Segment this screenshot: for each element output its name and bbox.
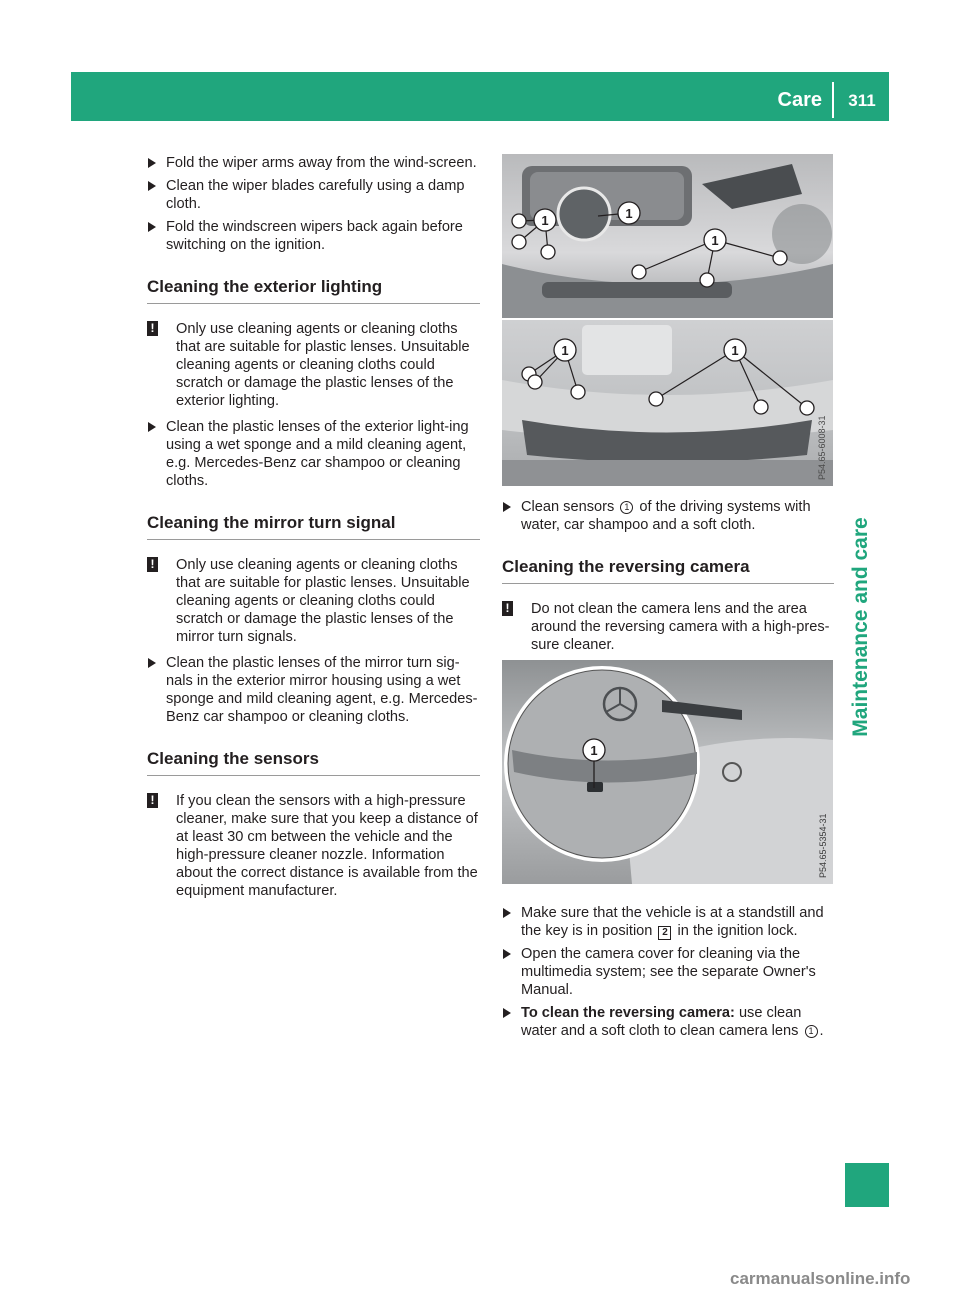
note-sensors-text: If you clean the sensors with a high-pressure cleaner, make sure that you keep a distance of at least 30 cm between the vehicle and the high-pressure cleaner nozzle. Information about the correct distance is available from the equipment manufacturer.	[176, 793, 478, 899]
warning-icon: !	[147, 557, 158, 572]
step-clean-sensors	[502, 498, 834, 534]
step-text: Make sure that the vehicle is at a standstill and the key is in position	[521, 905, 824, 939]
note-sensors	[147, 792, 480, 900]
left-column	[147, 154, 480, 908]
step-clean-blades: Clean the wiper blades carefully using a damp cloth.	[147, 177, 480, 213]
callout-number: 1	[711, 233, 719, 248]
note-camera-text: Do not clean the camera lens and the area around the reversing camera with a high-pres-sure cleaner.	[531, 601, 830, 653]
step-end: .	[819, 1023, 824, 1039]
heading-mirror-turn-signal: Cleaning the mirror turn signal	[147, 512, 480, 540]
callout-number: 1	[541, 213, 549, 228]
step-clean-lighting: Clean the plastic lenses of the exterior light-ing using a wet sponge and a mild cleaning agent, e.g. Mercedes-Benz car shampoo or cleaning cloths.	[147, 418, 480, 490]
note-mirror	[147, 556, 480, 646]
warning-icon: !	[502, 601, 513, 616]
step-clean-camera	[502, 1004, 834, 1040]
step-bold-label: To clean the reversing camera:	[521, 1005, 735, 1021]
step-open-camera-cover: Open the camera cover for cleaning via the multimedia system; see the separate Owner's Manual.	[502, 945, 834, 999]
heading-reversing-camera: Cleaning the reversing camera	[502, 556, 834, 584]
step-standstill	[502, 904, 834, 940]
front-bumper-photo	[502, 154, 833, 318]
warning-icon: !	[147, 321, 158, 336]
section-title: Care	[777, 89, 822, 111]
side-tab	[832, 462, 889, 792]
callout-ref: 1	[805, 1025, 818, 1038]
note-mirror-text: Only use cleaning agents or cleaning cloths that are suitable for plastic lenses. Unsuitable cleaning agents or cleaning cloths could scratch or damage the plastic lenses of the mirror turn signals.	[176, 557, 470, 645]
heading-sensors: Cleaning the sensors	[147, 748, 480, 776]
callout-number: 1	[590, 743, 598, 758]
step-text: in the ignition lock.	[677, 923, 798, 939]
note-camera	[502, 600, 834, 654]
step-clean-mirror: Clean the plastic lenses of the mirror turn sig-nals in the exterior mirror housing using a wet sponge and mild cleaning agent, e.g. Mercedes-Benz car shampoo or cleaning cloths.	[147, 654, 480, 726]
heading-exterior-lighting: Cleaning the exterior lighting	[147, 276, 480, 304]
side-tab-marker	[845, 1163, 889, 1207]
warning-icon: !	[147, 793, 158, 808]
callout-ref: 1	[620, 501, 633, 514]
reversing-camera-photo	[502, 660, 833, 884]
key-position-ref: 2	[658, 926, 671, 940]
step-fold-back: Fold the windscreen wipers back again before switching on the ignition.	[147, 218, 480, 254]
note-lighting	[147, 320, 480, 410]
step-text: use clean water and a soft cloth to clean camera lens	[521, 1005, 802, 1039]
figure-code: P54.65-5354-31	[818, 813, 828, 878]
watermark: carmanualsonline.info	[730, 1269, 911, 1288]
callout-number: 1	[731, 343, 739, 358]
step-text: Clean sensors	[521, 499, 615, 515]
header-divider	[832, 82, 834, 118]
rear-bumper-photo	[502, 320, 833, 486]
note-lighting-text: Only use cleaning agents or cleaning cloths that are suitable for plastic lenses. Unsuitable cleaning agents or cleaning cloths could scratch or damage the plastic lenses of the exterior lighting.	[176, 321, 470, 409]
step-text: of the driving systems with water, car shampoo and a soft cloth.	[521, 499, 811, 533]
step-fold-wipers: Fold the wiper arms away from the wind-screen.	[147, 154, 480, 172]
callout-number: 1	[625, 206, 633, 221]
side-tab-label: Maintenance and care	[848, 517, 872, 737]
figure-code: P54.65-6008-31	[817, 415, 827, 480]
page-number: 311	[848, 91, 876, 110]
callout-number: 1	[561, 343, 569, 358]
